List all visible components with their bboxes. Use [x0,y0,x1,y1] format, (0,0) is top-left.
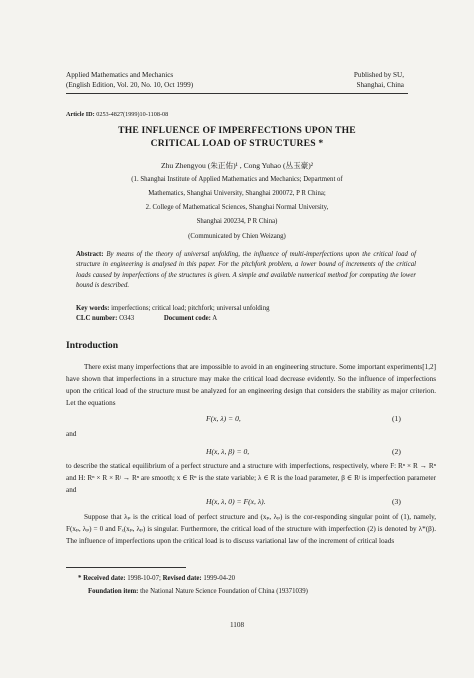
footnote-rule [66,567,186,568]
intro-paragraph-1: There exist many imperfections that are impossible to avoid in an engineering structure. Some important experiments[1,2] have shown that imperfections in a structure may make the critical load decrease evidently. So the influence of imperfections upon the critical load of the structure must be analyzed for an engineering design that considers the stability as major criterion. Let the equations [66,363,436,407]
paper-title-line2: CRITICAL LOAD OF STRUCTURES * [150,138,324,149]
equation-3-number: (3) [392,497,401,506]
clc-label: CLC number: [76,315,118,322]
authors: Zhu Zhengyou (朱正佑)¹ , Cong Yuhao (丛玉豪)² [160,161,314,170]
clc-value: O343 [119,315,135,322]
revised-label: Revised date: [162,575,202,582]
classification [76,315,217,322]
abstract-text: By means of the theory of universal unfolding, the influence of multi-imperfections upon the critical load of structure in engineering is analysed in this paper. For the pitchfork problem, a lower bound of increments of the critical loads caused by imperfections of the structures is given. A simple and available numerical method for computing the lower bound is described. [76,251,416,290]
journal-issue: (English Edition, Vol. 20, No. 10, Oct 1999) [66,81,194,89]
keywords [76,305,270,312]
equation-2-number: (2) [392,447,401,456]
equation-1-number: (1) [392,414,401,423]
article-id [66,111,168,118]
publisher-name: Published by SU, [353,71,404,79]
equation-3: H(x, λ, 0) = F(x, λ). [206,497,266,506]
communicated-by: (Communicated by Chien Weizang) [188,233,286,240]
equation-1: F(x, λ) = 0, [206,414,241,423]
article-id-label: Article ID: [66,111,95,118]
affiliation-line2: Mathematics, Shanghai University, Shanghai 200072, P R China; [148,190,326,197]
and-text: and [66,430,77,438]
received-label: * Received date: [78,575,126,582]
footnote-foundation [88,588,308,595]
received-value: 1998-10-07; [127,575,161,582]
page-number: 1108 [229,621,245,629]
section-heading: Introduction [66,340,119,351]
affiliation-line4: Shanghai 200234, P R China) [196,218,278,225]
equation-2: H(x, λ, β) = 0, [206,447,250,456]
document-code-value: A [212,315,218,322]
header-rule [66,93,408,94]
abstract-label: Abstract: [76,251,104,258]
affiliation-line3: 2. College of Mathematical Sciences, Shanghai Normal University, [145,204,329,211]
abstract [76,250,416,292]
article-id-value: 0253-4827(1999)10-1108-08 [96,111,169,118]
foundation-value: the National Nature Science Foundation of China (19371039) [140,588,308,595]
journal-name: Applied Mathematics and Mechanics [66,71,174,79]
publisher-location: Shanghai, China [356,81,404,89]
document-code-label: Document code: [163,315,211,322]
affiliation-line1: (1. Shanghai Institute of Applied Mathematics and Mechanics; Department of [131,176,343,183]
intro-paragraph-3: Suppose that λₚ is the critical load of perfect structure and (xₚ, λₚ) is the cor-responding singular point of (1), namely, F(xₚ, λₚ) = 0 and Fₓ(xₚ, λₚ) is singular. Furthermore, the critical load of the structure with imperfection (2) is denoted by λ*(β). The influence of imperfections upon the critical load is to discuss variational law of the increment of critical loads [66,513,436,545]
foundation-label: Foundation item: [88,588,139,595]
intro-paragraph-2: to describe the statical equilibrium of a perfect structure and a structure with imperfections, respectively, where F: Rⁿ × R → Rⁿ and H: Rⁿ × R × Rʲ → Rⁿ are smooth; x ∈ Rⁿ is the state variable; λ ∈ R is the load parameter, β ∈ Rʲ is imperfection parameter and [66,462,436,494]
footnote-dates [78,575,235,582]
keywords-label: Key words: [76,305,110,312]
paper-title-line1: THE INFLUENCE OF IMPERFECTIONS UPON THE [118,125,356,136]
revised-value: 1999-04-20 [203,575,236,582]
keywords-value: imperfections; critical load; pitchfork; universal unfolding [111,305,270,312]
